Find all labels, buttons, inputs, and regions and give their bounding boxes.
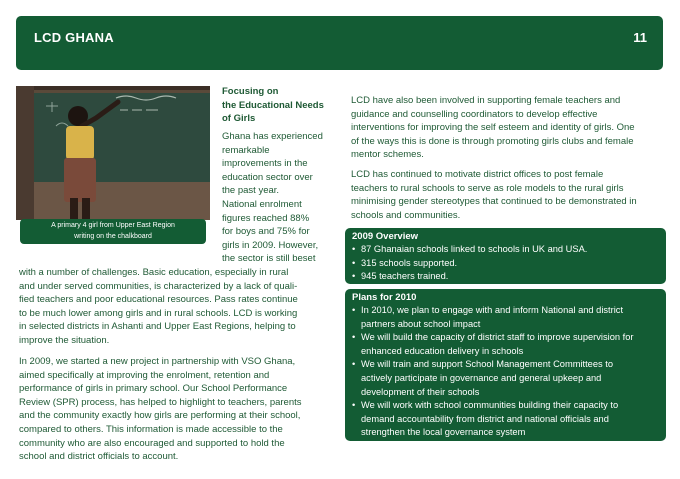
item-line: development of their schools xyxy=(361,386,480,397)
text-line: to be much lower among girls and in rural schools. LCD is working xyxy=(19,307,298,319)
list-item xyxy=(352,304,660,331)
text-line: performance of girls in primary school. Our School Performance xyxy=(19,383,288,395)
plans-2010-heading: Plans for 2010 xyxy=(352,292,417,303)
text-line: Review (SPR) process, has helped to highlight to teachers, parents xyxy=(19,396,302,408)
list-item: • 315 schools supported. xyxy=(352,257,660,271)
heading-line: of Girls xyxy=(222,113,256,125)
text-line: the past year. xyxy=(222,185,280,197)
text-line: minimising gender stereotypes that continued to be demonstrated in xyxy=(351,196,637,208)
list-item xyxy=(352,399,660,440)
female-teachers-paragraph xyxy=(351,94,663,162)
item-line: actively participate in governance and general upkeep and xyxy=(361,372,602,383)
caption-line: A primary 4 girl from Upper East Region xyxy=(51,222,175,229)
text-line: National enrolment xyxy=(222,198,302,210)
list-item xyxy=(352,331,660,358)
list-item xyxy=(352,358,660,399)
text-line: of the ways this is done is through promoting girls clubs and female xyxy=(351,135,634,147)
item-line: • We will build the capacity of district staff to improve supervision for xyxy=(361,332,634,343)
text-line: LCD have also been involved in supporting female teachers and xyxy=(351,95,621,106)
caption-line: writing on the chalkboard xyxy=(74,233,152,240)
text-line: guidance and counselling coordinators to develop effective xyxy=(351,108,598,120)
section-heading xyxy=(222,85,324,126)
item-line: strengthen the local governance system xyxy=(361,427,526,438)
text-line: school and district officials to account. xyxy=(19,451,179,463)
text-line: and under served communities, is characterized by a lack of quali- xyxy=(19,280,298,292)
overview-2009-list xyxy=(352,243,660,284)
item-line: enhanced education delivery in schools xyxy=(361,345,524,356)
text-line: LCD has continued to motivate district offices to post female xyxy=(351,169,604,180)
text-line: and the community exactly how girls are performing at their school, xyxy=(19,410,301,422)
intro-paragraph-narrow xyxy=(222,130,334,266)
item-line: • We will train and support School Management Committees to xyxy=(361,359,613,370)
heading-line: the Educational Needs xyxy=(222,99,324,111)
text-line: improve the situation. xyxy=(19,334,110,346)
text-line: community who are also encouraged and supported to hold the xyxy=(19,437,285,449)
text-line: aimed specifically at improving the enrolment, retention and xyxy=(19,369,270,381)
item-line: demand accountability from district and national officials and xyxy=(361,413,609,424)
page-title: LCD GHANA xyxy=(34,30,114,45)
text-line: mentor schemes. xyxy=(351,149,424,161)
text-line: figures reached 88% xyxy=(222,212,310,224)
district-offices-paragraph xyxy=(351,168,663,222)
text-line: schools and communities. xyxy=(351,209,461,221)
item-line: • We will work with school communities building their capacity to xyxy=(361,400,619,411)
text-line: teachers to rural schools to serve as role models to the rural girls xyxy=(351,182,624,194)
text-line: girls in 2009. However, xyxy=(222,239,319,251)
text-line: In 2009, we started a new project in partnership with VSO Ghana, xyxy=(19,356,296,367)
plans-2010-box xyxy=(345,289,666,441)
text-line: compared to others. This information is made accessible to the xyxy=(19,423,283,435)
list-item: • 945 teachers trained. xyxy=(352,270,660,284)
list-item: • 87 Ghanaian schools linked to schools in UK and USA. xyxy=(352,243,660,257)
text-line: fied teachers and poor educational resources. Pass rates continue xyxy=(19,294,298,306)
text-line: Ghana has experienced xyxy=(222,131,323,142)
text-line: remarkable xyxy=(222,144,270,156)
photo-caption xyxy=(20,219,206,244)
page-number: 11 xyxy=(633,30,647,45)
project-paragraph xyxy=(19,355,329,464)
item-line: partners about school impact xyxy=(361,318,481,329)
intro-paragraph-wide xyxy=(19,266,331,348)
text-line: improvements in the xyxy=(222,158,308,170)
text-line: with a number of challenges. Basic education, especially in rural xyxy=(19,267,289,278)
page-header xyxy=(16,16,663,70)
overview-2009-box xyxy=(345,228,666,284)
overview-2009-heading: 2009 Overview xyxy=(352,231,419,242)
item-line: • In 2010, we plan to engage with and inform National and district xyxy=(361,305,624,315)
plans-2010-list xyxy=(352,304,660,440)
text-line: for boys and 75% for xyxy=(222,226,310,238)
text-line: education sector over xyxy=(222,171,313,183)
text-line: the sector is still beset xyxy=(222,253,316,265)
classroom-photo xyxy=(16,86,210,220)
text-line: in selected districts in Ashanti and Upper East Regions, helping to xyxy=(19,321,296,333)
text-line: interventions for improving the self esteem and identity of girls. One xyxy=(351,122,635,134)
heading-line: Focusing on xyxy=(222,86,279,97)
